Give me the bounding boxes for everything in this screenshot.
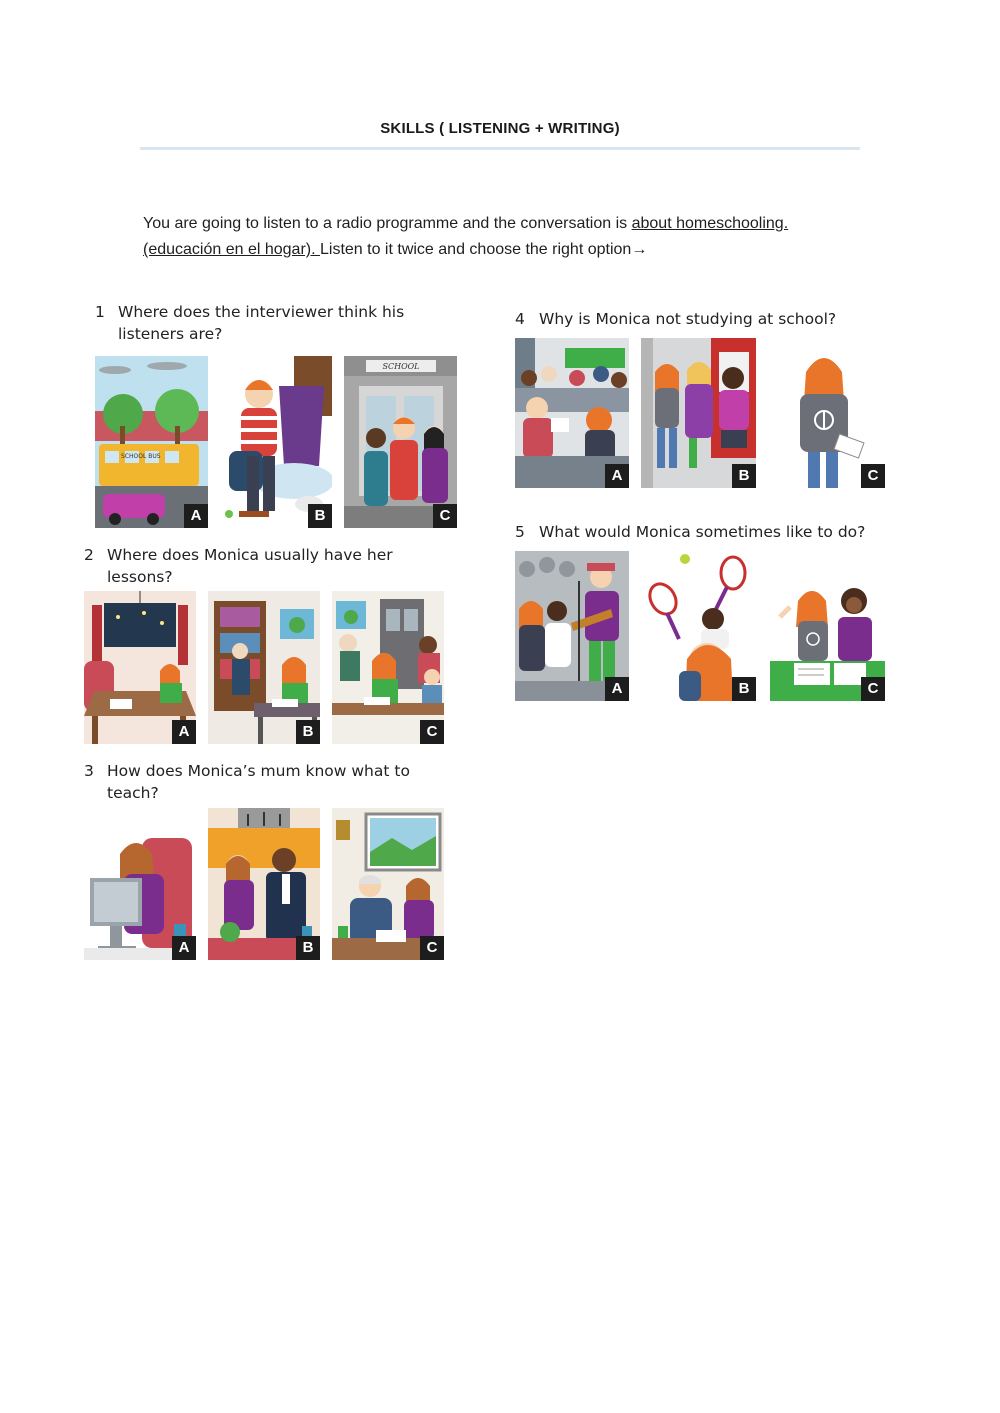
q5-option-b-label: B bbox=[732, 677, 756, 701]
q5-option-a-image[interactable] bbox=[515, 551, 629, 701]
q3-option-c-image[interactable] bbox=[332, 808, 444, 960]
question-4-text: Why is Monica not studying at school? bbox=[539, 310, 837, 328]
question-5-number: 5 bbox=[515, 523, 525, 541]
q3-option-a-label: A bbox=[172, 936, 196, 960]
q1-option-b-label: B bbox=[308, 504, 332, 528]
q4-option-c-label: C bbox=[861, 464, 885, 488]
q4-option-b-image[interactable] bbox=[641, 338, 756, 488]
q5-option-b-image[interactable] bbox=[641, 551, 756, 701]
intro-underlined-1: about homeschooling. bbox=[631, 215, 789, 232]
q1c-school-sign: SCHOOL bbox=[382, 362, 420, 371]
q1-option-a-image[interactable] bbox=[95, 356, 208, 528]
q3-option-b-label: B bbox=[296, 936, 320, 960]
q5-option-c-image[interactable] bbox=[770, 551, 885, 701]
question-2-text: Where does Monica usually have her lessons? bbox=[107, 546, 393, 586]
intro-text-1: You are going to listen to a radio programme and the conversation is bbox=[143, 215, 632, 232]
q1-option-c-label: C bbox=[433, 504, 457, 528]
question-5 bbox=[515, 521, 885, 543]
question-3 bbox=[84, 760, 429, 804]
question-4 bbox=[515, 308, 875, 330]
q3-option-b-image[interactable] bbox=[208, 808, 320, 960]
q3-option-a-image[interactable] bbox=[84, 808, 196, 960]
q1-option-b-image[interactable] bbox=[219, 356, 332, 528]
question-3-number: 3 bbox=[84, 762, 94, 780]
q5-option-c-label: C bbox=[861, 677, 885, 701]
right-arrow-icon: → bbox=[631, 241, 648, 258]
q1-option-a-label: A bbox=[184, 504, 208, 528]
question-4-number: 4 bbox=[515, 310, 525, 328]
q2-option-a-label: A bbox=[172, 720, 196, 744]
q4-option-b-label: B bbox=[732, 464, 756, 488]
q2-option-c-label: C bbox=[420, 720, 444, 744]
question-2 bbox=[84, 544, 414, 588]
q5-option-a-label: A bbox=[605, 677, 629, 701]
question-5-text: What would Monica sometimes like to do? bbox=[539, 523, 866, 541]
q2-option-a-image[interactable] bbox=[84, 591, 196, 744]
question-3-text: How does Monica’s mum know what to teach? bbox=[107, 762, 410, 802]
q1-option-c-image[interactable] bbox=[344, 356, 457, 528]
q3-option-c-label: C bbox=[420, 936, 444, 960]
page-title: SKILLS ( LISTENING + WRITING) bbox=[380, 120, 620, 137]
q4-option-a-image[interactable] bbox=[515, 338, 629, 488]
q2-option-b-image[interactable] bbox=[208, 591, 320, 744]
q4-option-a-label: A bbox=[605, 464, 629, 488]
title-divider bbox=[140, 147, 860, 150]
question-2-number: 2 bbox=[84, 546, 94, 564]
q1a-bus-label: SCHOOL BUS bbox=[121, 453, 161, 460]
instructions bbox=[143, 211, 863, 263]
q4-option-c-image[interactable] bbox=[770, 338, 885, 488]
q2-option-b-label: B bbox=[296, 720, 320, 744]
intro-text-2: Listen to it twice and choose the right option bbox=[320, 241, 632, 258]
q2-option-c-image[interactable] bbox=[332, 591, 444, 744]
question-1 bbox=[95, 301, 425, 345]
question-1-number: 1 bbox=[95, 303, 105, 321]
intro-underlined-2: (educación en el hogar). bbox=[143, 241, 320, 258]
question-1-text: Where does the interviewer think his listeners are? bbox=[118, 303, 405, 343]
